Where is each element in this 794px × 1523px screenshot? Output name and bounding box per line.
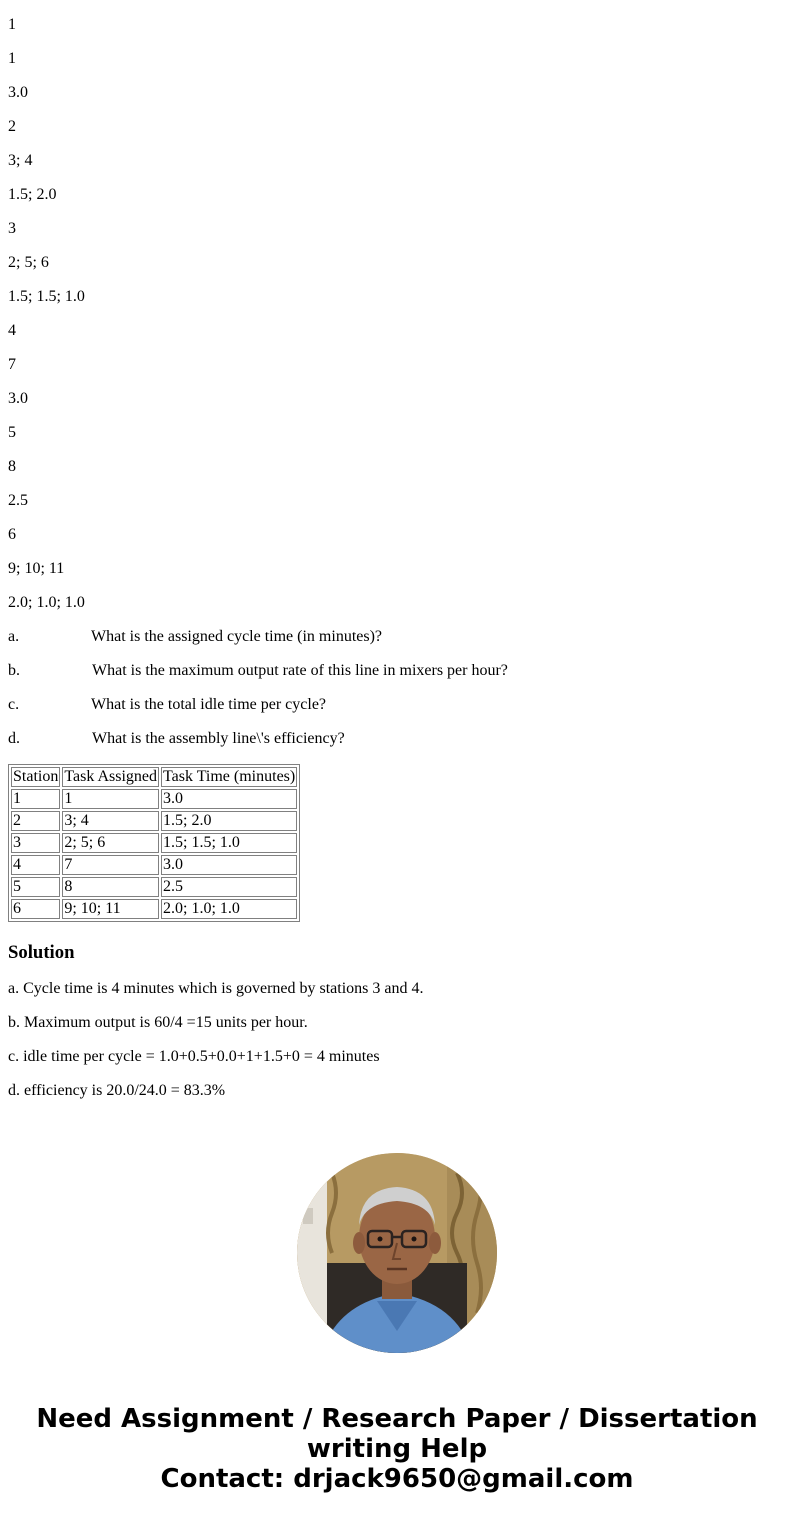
promo-banner bbox=[0, 1404, 794, 1494]
promo-line-1: Need Assignment / Research Paper / Dissertation bbox=[36, 1404, 758, 1434]
question-letter: c. bbox=[8, 696, 20, 713]
solution-line: c. idle time per cycle = 1.0+0.5+0.0+1+1.5+0 = 4 minutes bbox=[8, 1048, 380, 1065]
flat-line: 9; 10; 11 bbox=[8, 560, 65, 577]
flat-line: 3.0 bbox=[8, 84, 28, 101]
solution-line: a. Cycle time is 4 minutes which is governed by stations 3 and 4. bbox=[8, 980, 424, 997]
table-cell: 3; 4 bbox=[62, 811, 159, 831]
column-header: Station bbox=[13, 768, 59, 785]
flat-line: 1.5; 1.5; 1.0 bbox=[8, 288, 85, 305]
table-cell: 6 bbox=[11, 899, 60, 919]
flat-line: 3 bbox=[8, 220, 16, 237]
table-header-row bbox=[11, 767, 297, 787]
table-cell: 2; 5; 6 bbox=[62, 833, 159, 853]
table-cell: 1 bbox=[11, 789, 60, 809]
table-cell: 9; 10; 11 bbox=[62, 899, 159, 919]
table-row bbox=[11, 833, 297, 853]
document-body bbox=[8, 0, 788, 1116]
question-text: What is the assigned cycle time (in minutes)? bbox=[91, 628, 383, 645]
table-row bbox=[11, 899, 297, 919]
question-letter: b. bbox=[8, 662, 20, 679]
flat-line: 3.0 bbox=[8, 390, 28, 407]
table-cell: 1.5; 2.0 bbox=[161, 811, 297, 831]
table-cell: 2 bbox=[11, 811, 60, 831]
question-a bbox=[8, 628, 788, 662]
flat-line: 1 bbox=[8, 16, 16, 33]
table-cell: 3.0 bbox=[161, 789, 297, 809]
question-c bbox=[8, 696, 788, 730]
avatar bbox=[297, 1153, 497, 1353]
flat-line: 8 bbox=[8, 458, 16, 475]
flat-line: 1 bbox=[8, 50, 16, 67]
promo-contact: Contact: drjack9650@gmail.com bbox=[160, 1464, 634, 1494]
table-row bbox=[11, 855, 297, 875]
flat-line: 6 bbox=[8, 526, 16, 543]
question-text: What is the total idle time per cycle? bbox=[91, 696, 327, 713]
question-text: What is the maximum output rate of this line in mixers per hour? bbox=[92, 662, 508, 679]
table-cell: 4 bbox=[11, 855, 60, 875]
table-cell: 8 bbox=[62, 877, 159, 897]
table-cell: 3 bbox=[11, 833, 60, 853]
flat-line: 4 bbox=[8, 322, 16, 339]
stations-table bbox=[8, 764, 300, 922]
table-row bbox=[11, 811, 297, 831]
flat-line: 2.5 bbox=[8, 492, 28, 509]
flat-line: 5 bbox=[8, 424, 16, 441]
solution-line: b. Maximum output is 60/4 =15 units per hour. bbox=[8, 1014, 308, 1031]
flat-line: 2; 5; 6 bbox=[8, 254, 49, 271]
question-letter: a. bbox=[8, 628, 20, 645]
flat-line: 3; 4 bbox=[8, 152, 33, 169]
question-d bbox=[8, 730, 788, 764]
column-header: Task Assigned bbox=[64, 768, 157, 785]
flat-line: 1.5; 2.0 bbox=[8, 186, 57, 203]
table-cell: 2.5 bbox=[161, 877, 297, 897]
table-cell: 3.0 bbox=[161, 855, 297, 875]
column-header: Task Time (minutes) bbox=[163, 768, 296, 785]
table-cell: 1 bbox=[62, 789, 159, 809]
solution-line: d. efficiency is 20.0/24.0 = 83.3% bbox=[8, 1082, 226, 1099]
table-cell: 7 bbox=[62, 855, 159, 875]
promo-line-2: writing Help bbox=[306, 1434, 488, 1464]
flat-line: 2 bbox=[8, 118, 16, 135]
table-row bbox=[11, 789, 297, 809]
table-cell: 2.0; 1.0; 1.0 bbox=[161, 899, 297, 919]
table-cell: 5 bbox=[11, 877, 60, 897]
flat-line: 2.0; 1.0; 1.0 bbox=[8, 594, 85, 611]
table-cell: 1.5; 1.5; 1.0 bbox=[161, 833, 297, 853]
flat-line: 7 bbox=[8, 356, 16, 373]
question-b bbox=[8, 662, 788, 696]
person-photo-icon bbox=[297, 1153, 497, 1353]
question-text: What is the assembly line\'s efficiency? bbox=[92, 730, 345, 747]
solution-heading: Solution bbox=[8, 942, 75, 963]
table-row bbox=[11, 877, 297, 897]
question-letter: d. bbox=[8, 730, 20, 747]
header-partial bbox=[8, 0, 788, 16]
